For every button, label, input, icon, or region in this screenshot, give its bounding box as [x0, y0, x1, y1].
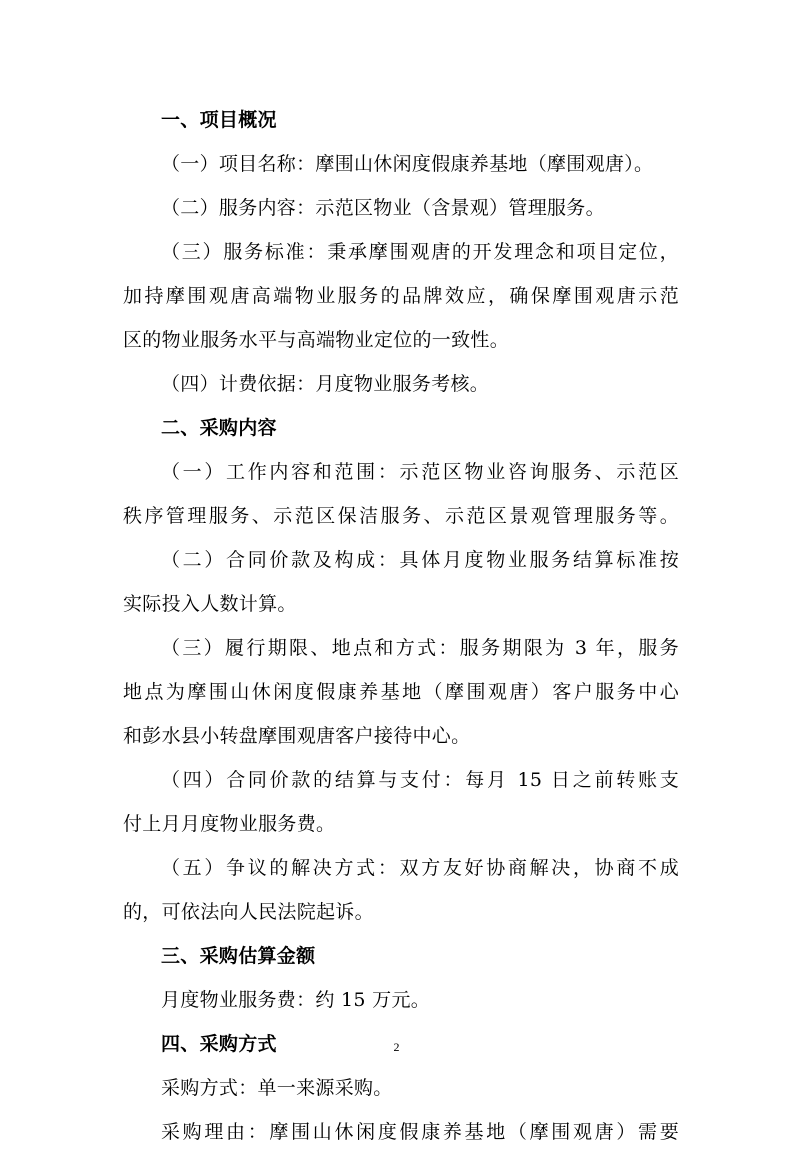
paragraph-line: 加持摩围观唐高端物业服务的品牌效应，确保摩围观唐示范	[123, 285, 679, 307]
paragraph-line: （三）服务标准：秉承摩围观唐的开发理念和项目定位，	[161, 241, 679, 263]
paragraph-line: 秩序管理服务、示范区保洁服务、示范区景观管理服务等。	[123, 505, 679, 527]
paragraph-line: 和彭水县小转盘摩围观唐客户接待中心。	[123, 725, 471, 747]
paragraph-line: （一）项目名称：摩围山休闲度假康养基地（摩围观唐）。	[161, 153, 654, 175]
paragraph-line: （二）合同价款及构成：具体月度物业服务结算标准按	[161, 549, 679, 571]
section-heading-estimated-amount: 三、采购估算金额	[161, 945, 316, 967]
paragraph-line: 的，可依法向人民法院起诉。	[123, 901, 374, 923]
page-number: 2	[393, 1040, 400, 1054]
paragraph-line: （四）计费依据：月度物业服务考核。	[161, 373, 490, 395]
paragraph-line: 实际投入人数计算。	[123, 593, 297, 615]
paragraph-line: 月度物业服务费：约 15 万元。	[161, 989, 431, 1011]
paragraph-line: （四）合同价款的结算与支付：每月 15 日之前转账支	[161, 769, 679, 791]
paragraph-line: 付上月月度物业服务费。	[123, 813, 336, 835]
paragraph-line: （二）服务内容：示范区物业（含景观）管理服务。	[161, 197, 605, 219]
paragraph-line: （三）履行期限、地点和方式：服务期限为 3 年，服务	[161, 637, 679, 659]
document-body	[123, 98, 679, 1154]
paragraph-line: （一）工作内容和范围：示范区物业咨询服务、示范区	[161, 461, 679, 483]
paragraph-line: 采购方式：单一来源采购。	[161, 1077, 393, 1099]
paragraph-line: 采购理由：摩围山休闲度假康养基地（摩围观唐）需要	[161, 1121, 679, 1143]
paragraph-line: 区的物业服务水平与高端物业定位的一致性。	[123, 329, 510, 351]
paragraph-line: 地点为摩围山休闲度假康养基地（摩围观唐）客户服务中心	[123, 681, 679, 703]
section-heading-procurement-content: 二、采购内容	[161, 417, 277, 439]
section-heading-overview: 一、项目概况	[161, 109, 277, 131]
paragraph-line: （五）争议的解决方式：双方友好协商解决，协商不成	[161, 857, 679, 879]
section-heading-procurement-method: 四、采购方式	[161, 1033, 277, 1055]
